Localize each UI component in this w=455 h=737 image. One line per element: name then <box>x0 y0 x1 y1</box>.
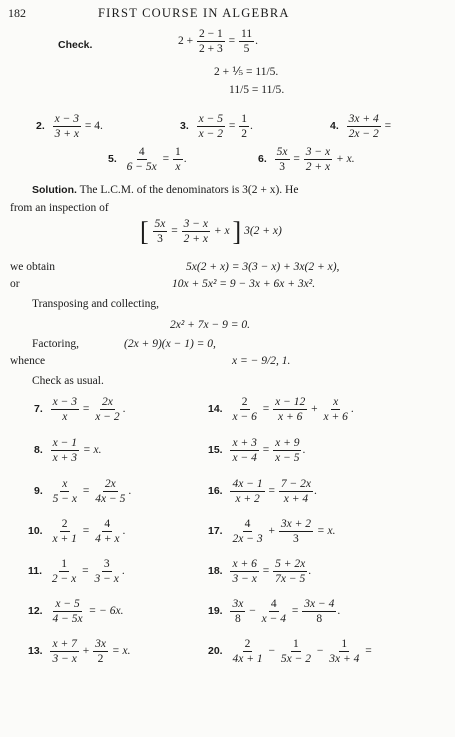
transposing-label: Transposing and collecting, <box>32 298 160 310</box>
problem-2: 2. $\frac{x - 3}{3 + x}$ = 4. <box>36 113 103 141</box>
exercise-16: 16. $\frac{4x - 1}{x + 2}$ = $\frac{7 - 2x}{x + 4}$ . <box>208 478 317 506</box>
equation-5: x = − 9/2, 1. <box>232 355 291 367</box>
problem-6: 6. $\frac{5x}{3}$ = $\frac{3 - x}{2 + x}$ + x. <box>258 146 355 174</box>
check-as-usual: Check as usual. <box>32 375 104 387</box>
exercise-15: 15. $\frac{x + 3}{x - 4}$ = $\frac{x + 9}{x - 5}$ . <box>208 437 306 465</box>
exercise-7: 7. $\frac{x - 3}{x}$ = $\frac{2x}{x - 2}$ . <box>34 396 126 424</box>
check-line-3: 11/5 = 11/5. <box>229 84 285 96</box>
or-label: or <box>10 278 20 290</box>
check-line-2: 2 + ⅕ = 11/5. <box>214 66 279 78</box>
running-title: FIRST COURSE IN ALGEBRA <box>98 6 290 20</box>
exercise-20: 20. $\frac{2}{4x + 1}$ − $\frac{1}{5x - 2}$ − $\frac{1}{3x + 4}$ = <box>208 638 372 666</box>
check-label: Check. <box>58 39 93 51</box>
equation-3: 2x² + 7x − 9 = 0. <box>170 319 251 331</box>
bracket-expression: [ $\frac{5x}{3}$ = $\frac{3 - x}{2 + x}$ + x ] 3(2 + x) <box>140 215 282 247</box>
we-obtain-label: we obtain <box>10 261 56 273</box>
factoring-label: Factoring, <box>32 338 79 350</box>
exercise-10: 10. $\frac{2}{x + 1}$ = $\frac{4}{4 + x}$ . <box>28 518 126 546</box>
problem-3: 3. $\frac{x - 5}{x - 2}$ = $\frac{1}{2}$ . <box>180 113 253 141</box>
exercise-11: 11. $\frac{1}{2 - x}$ = $\frac{3}{3 - x}$ . <box>28 558 125 586</box>
check-line-1: 2 + $\frac{2 - 1}{2 + 3}$ = $\frac{11}{5}$ . <box>178 28 258 56</box>
equation-4: (2x + 9)(x − 1) = 0, <box>124 338 216 350</box>
exercise-14: 14. $\frac{2}{x - 6}$ = $\frac{x - 12}{x + 6}$ + $\frac{x}{x + 6}$ . <box>208 396 354 424</box>
exercise-12: 12. $\frac{x - 5}{4 - 5x}$ = − 6x. <box>28 598 124 626</box>
equation-2: 10x + 5x² = 9 − 3x + 6x + 3x². <box>172 278 316 290</box>
page-number: 182 <box>8 6 26 20</box>
exercise-9: 9. $\frac{x}{5 - x}$ = $\frac{2x}{4x - 5}$ . <box>34 478 132 506</box>
exercise-13: 13. $\frac{x + 7}{3 - x}$ + $\frac{3x}{2}$ = x. <box>28 638 131 666</box>
equation-1: 5x(2 + x) = 3(3 − x) + 3x(2 + x), <box>186 261 340 273</box>
exercise-18: 18. $\frac{x + 6}{3 - x}$ = $\frac{5 + 2x}{7x - 5}$ . <box>208 558 312 586</box>
solution-text-1: Solution. The L.C.M. of the denominators is 3(2 + x). He <box>32 184 299 196</box>
problem-5: 5. $\frac{4}{6 - 5x}$ = $\frac{1}{x}$ . <box>108 146 187 174</box>
exercise-17: 17. $\frac{4}{2x - 3}$ + $\frac{3x + 2}{3}$ = x. <box>208 518 336 546</box>
whence-label: whence <box>10 355 46 367</box>
exercise-19: 19. $\frac{3x}{8}$ − $\frac{4}{x - 4}$ = $\frac{3x - 4}{8}$ . <box>208 598 341 626</box>
problem-4: 4. $\frac{3x + 4}{2x - 2}$ = <box>330 113 392 141</box>
solution-text-2: from an inspection of <box>10 202 109 214</box>
exercise-8: 8. $\frac{x - 1}{x + 3}$ = x. <box>34 437 102 465</box>
